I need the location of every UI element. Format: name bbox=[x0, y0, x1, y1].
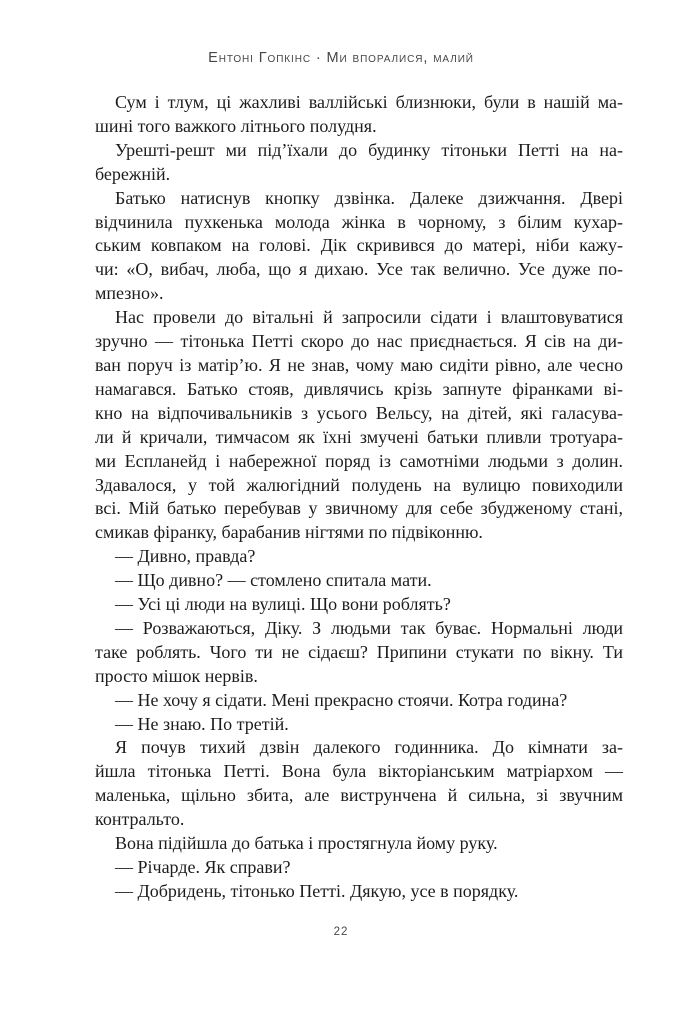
text-line: просто мішок нервів. bbox=[95, 665, 258, 686]
running-head: Ентоні Гопкінс · Ми впоралися, малий bbox=[208, 50, 474, 66]
text-line: контральто. bbox=[95, 809, 185, 830]
text-line: — Річарде. Як справи? bbox=[115, 857, 291, 877]
text-line: ван поруч із матір’ю. Я не знав, чому маю сидіти рівно, але чесно bbox=[95, 354, 623, 375]
text-line: Сум і тлум, ці жахливі валлійські близнюки, були в нашій ма- bbox=[115, 92, 623, 112]
text-line: — Розважаються, Діку. З людьми так буває. Нормальні люди bbox=[115, 617, 623, 638]
text-line: мпезно». bbox=[95, 283, 164, 304]
text-line: намагався. Батько стояв, дивлячись крізь запнуте фіранками ві- bbox=[95, 378, 623, 399]
text-line: йшла тітонька Петті. Вона була вікторіанським матріархом — bbox=[95, 761, 623, 782]
text-line: Я почув тихий дзвін далекого годинника. До кімнати за- bbox=[115, 737, 623, 758]
text-line: таке роблять. Чого ти не сідаєш? Припини стукати по вікну. Ти bbox=[95, 641, 623, 662]
text-line: — Дивно, правда? bbox=[115, 546, 256, 567]
text-line: — Не хочу я сідати. Мені прекрасно стоячи. Котра година? bbox=[115, 689, 568, 710]
text-line: — Добридень, тітонько Петті. Дякую, усе в порядку. bbox=[115, 880, 519, 901]
text-line: Батько натиснув кнопку дзвінка. Далеке дзижчання. Двері bbox=[115, 187, 623, 208]
text-line: відчинила пухкенька молода жінка в чорному, з білим кухар- bbox=[95, 211, 623, 232]
text-line: ським ковпаком на голові. Дік скривився до матері, ніби кажу- bbox=[95, 235, 623, 256]
text-line: Вона підійшла до батька і простягнула йому руку. bbox=[115, 833, 498, 854]
text-line: всі. Мій батько перебував у звичному для себе збудженому стані, bbox=[95, 498, 623, 519]
text-line: Урешті-решт ми під’їхали до будинку тітоньки Петті на на- bbox=[115, 139, 623, 160]
page-number: 22 bbox=[333, 926, 349, 938]
text-line: Здавалося, у той жалюгідний полудень на вулицю повиходили bbox=[95, 474, 623, 495]
text-line: чи: «О, вибач, люба, що я дихаю. Усе так велично. Усе дуже по- bbox=[95, 259, 623, 280]
text-line: шині того важкого літнього полудня. bbox=[95, 115, 377, 136]
text-line: кно на відпочивальників з усього Вельсу, на дітей, які галасува- bbox=[95, 402, 623, 423]
text-line: Нас провели до вітальні й запросили сідати і влаштовуватися bbox=[115, 307, 623, 328]
text-line: маленька, щільно збита, але виструнчена й сильна, зі звучним bbox=[95, 785, 623, 806]
text-line: ли й кричали, тимчасом як їхні змучені батьки пливли тротуара- bbox=[95, 426, 623, 447]
text-line: — Усі ці люди на вулиці. Що вони роблять? bbox=[115, 594, 451, 615]
text-block bbox=[95, 91, 623, 904]
text-line: смикав фіранку, барабанив нігтями по підвіконню. bbox=[95, 522, 483, 543]
text-line: зручно — тітонька Петті скоро до нас приєднається. Я сів на ди- bbox=[95, 331, 623, 352]
text-line: ми Еспланейд і набережної поряд із самотніми людьми з долин. bbox=[95, 450, 623, 471]
text-line: бережній. bbox=[95, 163, 171, 184]
text-line: — Не знаю. По третій. bbox=[115, 713, 289, 734]
text-line: — Що дивно? — стомлено спитала мати. bbox=[115, 570, 432, 591]
